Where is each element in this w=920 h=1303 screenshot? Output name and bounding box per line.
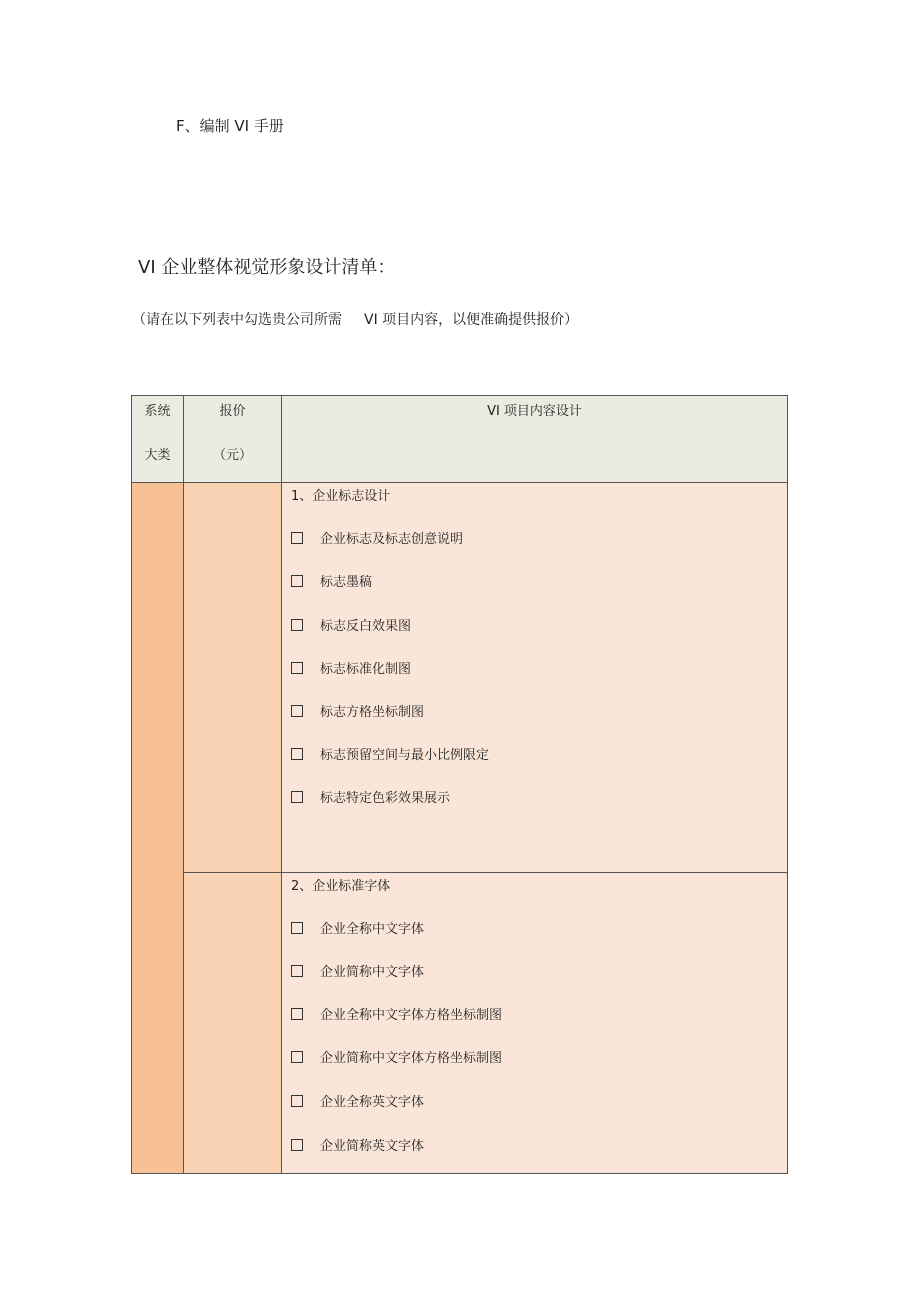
checklist-item-label: 标志特定色彩效果展示 <box>320 791 451 806</box>
header-category-line1: 系统 <box>144 404 171 419</box>
checklist-item[interactable] <box>291 1007 502 1025</box>
header-content-label: VI 项目内容设计 <box>487 404 582 419</box>
content-cell-group-1 <box>282 483 787 872</box>
checkbox-icon[interactable] <box>291 705 303 717</box>
checklist-item-label: 标志反白效果图 <box>320 619 412 634</box>
checkbox-icon[interactable] <box>291 791 303 803</box>
category-cell <box>132 483 184 1173</box>
checkbox-icon[interactable] <box>291 965 303 977</box>
checkbox-icon[interactable] <box>291 922 303 934</box>
checklist-item-label: 企业标志及标志创意说明 <box>320 532 464 547</box>
header-category-line2: 大类 <box>144 448 171 463</box>
header-category-cell <box>132 396 184 483</box>
checklist-item-label: 企业简称中文字体 <box>320 965 425 980</box>
checkbox-icon[interactable] <box>291 1008 303 1020</box>
checklist-item[interactable] <box>291 618 411 636</box>
checklist-item-label: 企业全称英文字体 <box>320 1095 425 1110</box>
note-part-2: VI 项目内容，以便准确提供报价） <box>364 312 579 328</box>
checklist-item-label: 企业简称英文字体 <box>320 1139 425 1154</box>
checklist-item[interactable] <box>291 790 450 808</box>
checklist-item[interactable] <box>291 1094 424 1112</box>
checkbox-icon[interactable] <box>291 748 303 760</box>
price-cell-group-1[interactable] <box>184 483 282 872</box>
price-cell-group-2[interactable] <box>184 872 282 1173</box>
checklist-item[interactable] <box>291 747 489 765</box>
checkbox-icon[interactable] <box>291 1051 303 1063</box>
checkbox-icon[interactable] <box>291 532 303 544</box>
checklist-item-label: 标志标准化制图 <box>320 662 412 677</box>
checklist-item[interactable] <box>291 574 372 592</box>
group-title: 1、企业标志设计 <box>291 489 391 504</box>
checklist-item-label: 标志预留空间与最小比例限定 <box>320 748 490 763</box>
document-title: VI 企业整体视觉形象设计清单： <box>138 257 396 278</box>
checklist-item[interactable] <box>291 921 424 939</box>
document-note <box>132 310 578 330</box>
content-cell-group-2 <box>282 872 787 1173</box>
checklist-item-label: 标志墨稿 <box>320 575 373 590</box>
section-label: F、编制 VI 手册 <box>176 117 284 135</box>
note-part-1: （请在以下列表中勾选贵公司所需 <box>132 312 342 328</box>
checklist-item-label: 企业全称中文字体方格坐标制图 <box>320 1008 503 1023</box>
checkbox-icon[interactable] <box>291 662 303 674</box>
checkbox-icon[interactable] <box>291 619 303 631</box>
checkbox-icon[interactable] <box>291 575 303 587</box>
group-title: 2、企业标准字体 <box>291 879 391 894</box>
vi-checklist-table <box>131 395 788 1174</box>
checklist-item-label: 企业全称中文字体 <box>320 922 425 937</box>
checklist-item-label: 标志方格坐标制图 <box>320 705 425 720</box>
checklist-item[interactable] <box>291 1138 424 1156</box>
checkbox-icon[interactable] <box>291 1139 303 1151</box>
header-price-line1: 报价 <box>219 404 246 419</box>
checklist-item[interactable] <box>291 531 463 549</box>
checklist-item[interactable] <box>291 661 411 679</box>
header-price-line2: （元） <box>212 448 252 463</box>
checklist-item[interactable] <box>291 704 424 722</box>
checklist-item-label: 企业简称中文字体方格坐标制图 <box>320 1051 503 1066</box>
checklist-item[interactable] <box>291 1050 502 1068</box>
checkbox-icon[interactable] <box>291 1095 303 1107</box>
header-price-cell <box>184 396 282 483</box>
checklist-item[interactable] <box>291 964 424 982</box>
header-content-cell <box>282 396 787 483</box>
